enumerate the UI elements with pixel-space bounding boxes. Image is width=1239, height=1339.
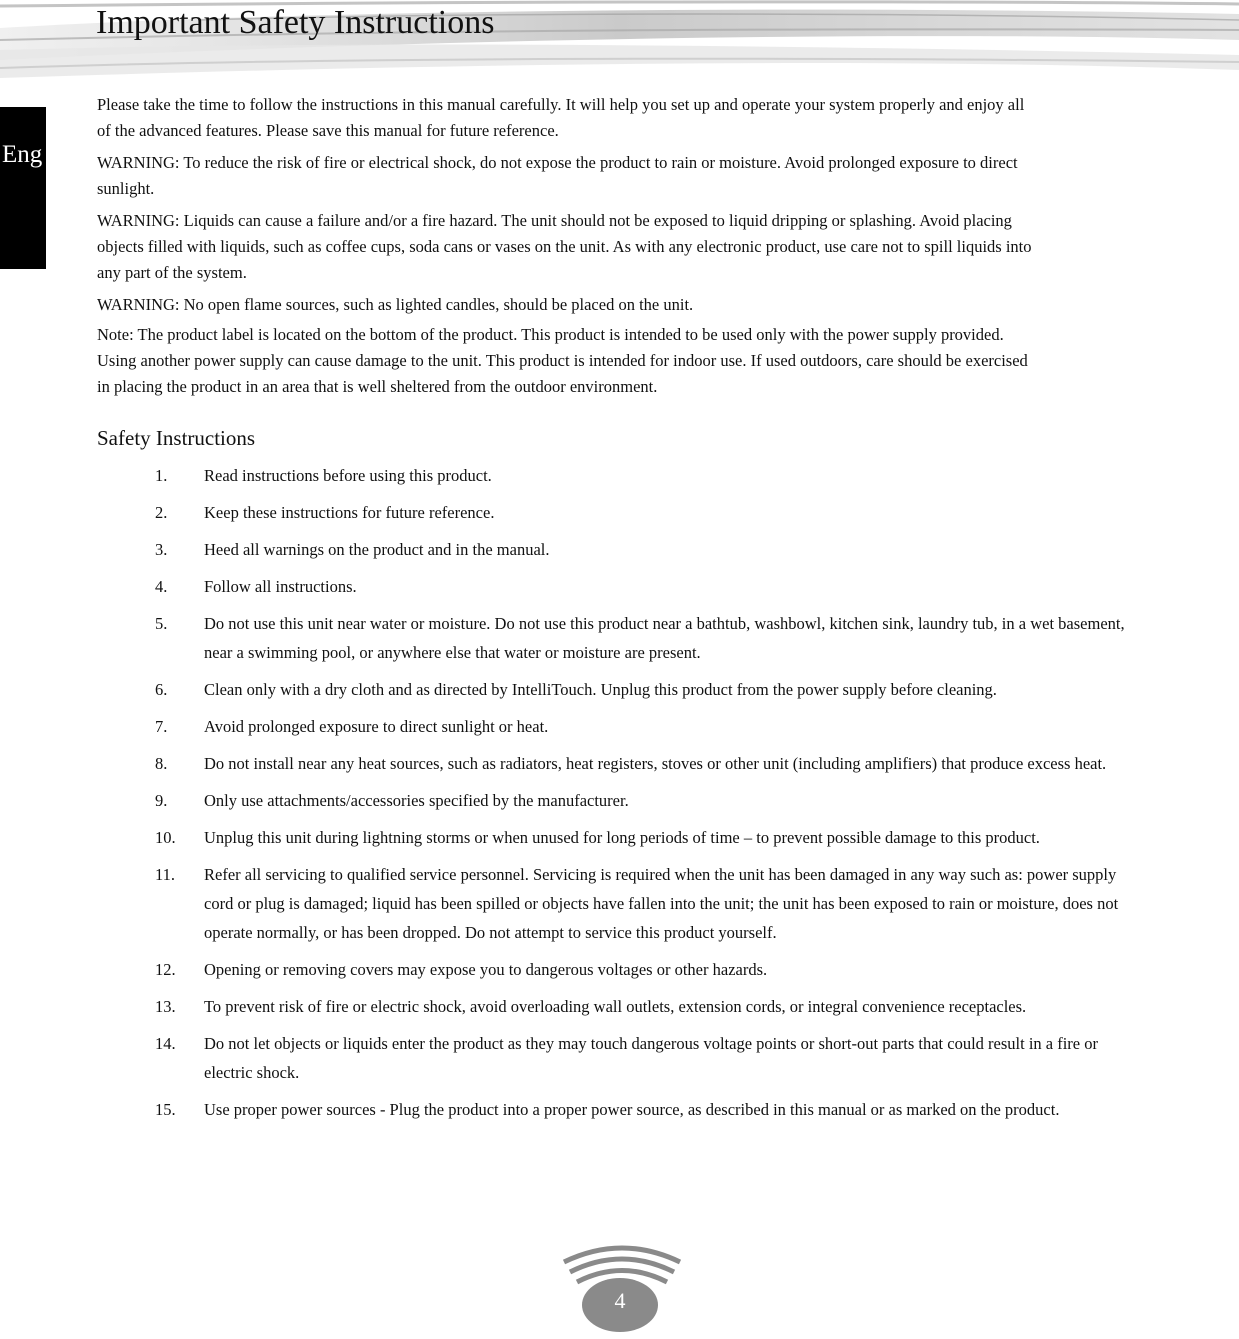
item-number: 12. — [155, 960, 176, 979]
page-footer — [562, 1242, 682, 1334]
item-number: 10. — [155, 828, 176, 847]
list-item — [155, 572, 1145, 601]
item-number: 11. — [155, 865, 176, 884]
list-item — [155, 786, 1145, 815]
list-item — [155, 955, 1145, 984]
item-text: Use proper power sources - Plug the product into a proper power source, as described in this manual or as marked on the product. — [204, 1100, 1060, 1119]
item-number: 8. — [155, 754, 168, 773]
item-number: 15. — [155, 1100, 176, 1119]
warning-paragraph: WARNING: Liquids can cause a failure and/or a fire hazard. The unit should not be exposed to liquid dripping or splashing. Avoid placing objects filled with liquids, such as coffee cups, soda cans or vases on the unit. As with any electronic product, use care not to spill liquids into any part of the system. — [97, 211, 1032, 282]
intro-section — [97, 92, 1032, 406]
list-item — [155, 749, 1145, 778]
item-text: Do not install near any heat sources, such as radiators, heat registers, stoves or other unit (including amplifiers) that produce excess heat. — [204, 754, 1107, 773]
item-text: Heed all warnings on the product and in the manual. — [204, 540, 550, 559]
list-item — [155, 675, 1145, 704]
item-text: Opening or removing covers may expose you to dangerous voltages or other hazards. — [204, 960, 768, 979]
item-number: 1. — [155, 466, 168, 485]
list-item — [155, 498, 1145, 527]
item-text: Follow all instructions. — [204, 577, 357, 596]
section-heading: Safety Instructions — [97, 426, 256, 450]
item-text: Keep these instructions for future reference. — [204, 503, 495, 522]
page-number: 4 — [614, 1288, 626, 1313]
item-text: Only use attachments/accessories specified by the manufacturer. — [204, 791, 629, 810]
item-text: Avoid prolonged exposure to direct sunlight or heat. — [204, 717, 549, 736]
note-paragraph: Note: The product label is located on the bottom of the product. This product is intended to be used only with the power supply provided. Using another power supply can cause damage to the unit. This product is intended for indoor use. If used outdoors, care should be exercised in placing the product in an area that is well sheltered from the outdoor environment. — [97, 325, 1028, 396]
item-number: 13. — [155, 997, 176, 1016]
item-number: 3. — [155, 540, 168, 559]
list-item — [155, 860, 1145, 947]
item-text: To prevent risk of fire or electric shock, avoid overloading wall outlets, extension cords, or integral convenience receptacles. — [204, 997, 1027, 1016]
item-text: Unplug this unit during lightning storms or when unused for long periods of time – to prevent possible damage to this product. — [204, 828, 1040, 847]
list-item — [155, 1029, 1145, 1087]
language-tab-label: Eng — [2, 141, 43, 168]
intro-paragraph: Please take the time to follow the instructions in this manual carefully. It will help you set up and operate your system properly and enjoy all of the advanced features. Please save this manual for future reference. — [97, 95, 1025, 140]
list-item — [155, 535, 1145, 564]
item-number: 6. — [155, 680, 168, 699]
item-text: Refer all servicing to qualified service personnel. Servicing is required when the unit has been damaged in any way such as: power supply cord or plug is damaged; liquid has been spilled or objects have fallen into the unit; the unit has been exposed to rain or moisture, does not operate normally, or has been dropped. Do not attempt to service this product yourself. — [204, 865, 1119, 942]
item-number: 9. — [155, 791, 168, 810]
header-band — [0, 0, 1239, 95]
item-number: 4. — [155, 577, 168, 596]
list-item — [155, 992, 1145, 1021]
list-item — [155, 823, 1145, 852]
item-text: Read instructions before using this product. — [204, 466, 492, 485]
list-item — [155, 712, 1145, 741]
item-number: 7. — [155, 717, 168, 736]
safety-instructions-list — [155, 461, 1145, 1132]
item-text: Clean only with a dry cloth and as directed by IntelliTouch. Unplug this product from the power supply before cleaning. — [204, 680, 997, 699]
list-item — [155, 609, 1145, 667]
warning-paragraph: WARNING: No open flame sources, such as lighted candles, should be placed on the unit. — [97, 295, 694, 314]
page-title: Important Safety Instructions — [96, 4, 495, 41]
item-text: Do not let objects or liquids enter the product as they may touch dangerous voltage points or short-out parts that could result in a fire or electric shock. — [204, 1034, 1098, 1082]
list-item — [155, 461, 1145, 490]
warning-paragraph: WARNING: To reduce the risk of fire or electrical shock, do not expose the product to rain or moisture. Avoid prolonged exposure to direct sunlight. — [97, 153, 1018, 198]
item-number: 14. — [155, 1034, 176, 1053]
item-text: Do not use this unit near water or moisture. Do not use this product near a bathtub, washbowl, kitchen sink, laundry tub, in a wet basement, near a swimming pool, or anywhere else that water or moisture are present. — [204, 614, 1125, 662]
list-item — [155, 1095, 1145, 1124]
item-number: 5. — [155, 614, 168, 633]
item-number: 2. — [155, 503, 168, 522]
language-tab — [0, 107, 46, 269]
